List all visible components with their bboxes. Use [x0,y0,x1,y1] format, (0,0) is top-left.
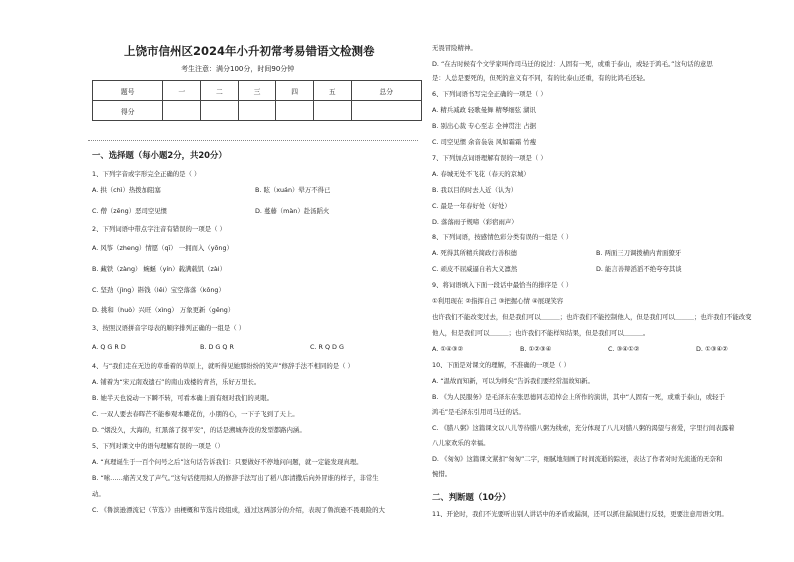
score-cell: 三 [238,81,276,101]
section-divider [88,140,418,141]
question-7-option-c: C. 最是一年春好处（好处） [432,202,511,210]
question-7-stem: 7、下列加点词语理解有误的一项是（ ） [432,154,547,162]
question-1-option-d: D. 蔓藤（màn）赴汤蹈火 [255,207,330,215]
question-2-stem: 2、下列词语中带点字注音有错误的一项是（ ） [92,225,226,233]
question-11: 11、开论时，我们不光要听出别人讲话中的矛盾或漏洞，还可以抓住漏洞进行反驳，更要注意用语文明。 [432,510,728,518]
question-6-option-b: B. 别出心裁 专心至志 全神贯注 占据 [432,122,537,130]
question-6-option-c: C. 司空见惯 余音袅袅 风如霜霜 竹瘦 [432,138,537,146]
question-5-option-d: D. “在古时候有个文学家叫作司马迁的说过：人固有一死，或重于泰山，或轻于鸿毛。”这句话的意思 [432,60,713,68]
score-cell: 四 [276,81,314,101]
question-10-option-a: A. “温故而知新，可以为师矣”告诉我们要经常温故知新。 [432,377,594,385]
question-1-option-a: A. 拱（chì）热拨加阻塞 [92,186,161,194]
score-cell: 二 [201,81,239,101]
question-10-option-d: D. 《匆匆》这篇课文紧扣“匆匆”二字，细腻地刻画了时间流逝的踪迹，表达了作者对时光流逝的无奈和 [432,455,723,463]
question-9-option-c: C. ③④①② [608,345,640,353]
question-6-option-a: A. 精兵减政 轻歌曼舞 精琴细弦 湖讯 [432,106,536,114]
section-2-heading: 二、判断题（10分） [432,492,511,502]
question-8-option-c: C. 顽皮不屈威逼自若大义凛然 [432,265,518,273]
question-5-cont: 无畏冒险精神。 [432,44,477,52]
question-4-option-a: A. 铺着为“宋元南戏遗石”的南山戏楼的青苔，乐好万里长。 [92,378,261,386]
score-cell: 得分 [93,101,163,121]
score-cell[interactable] [163,101,201,121]
question-10-option-b: B. 《为人民服务》是毛泽东在张思德同志追悼会上所作的演讲，其中“人固有一死，或重于泰山，或轻于 [432,393,725,401]
question-7-option-a: A. 春城无处不飞花（春天的京城） [432,170,530,178]
question-2-option-c: C. 坚劲（jìng）斟钱（lěi）宝空落落（kōng） [92,286,225,294]
question-3-option-c: C. R Q D G [310,343,344,351]
question-2-option-b: B. 藏铁（zàng） 蜿蜒（yín）载满载饥（zài） [92,265,226,273]
score-table-header-row [93,81,422,101]
question-5-stem: 5、下列对课文中的语句理解有误的一项是（） [92,442,224,450]
question-5-option-b: B. “嗦……痛苦又发了声气。”这句话使用拟人的修辞手法写出了稻八郎清撒后向外冒谁的样子，非常生 [92,474,379,482]
question-1-option-b: B. 眩（xuán）晕万不得已 [255,186,331,194]
question-5-option-c: C. 《鲁滨逊漂流记（节选）》由梗概和节选片段组成，通过这两部分的介绍，表现了鲁滨逊不畏艰险的大 [92,506,385,514]
question-4-stem: 4、与“我们走在无边的草垂着的草原上，就听得见她那纷纷的笑声”修辞手法不相同的是（ ） [92,362,354,370]
question-7-option-b: B. 我以目的时去人近（认为） [432,186,518,194]
exam-note: 考生注意：满分100分，时间90分钟 [181,65,295,73]
question-8-option-d: D. 能言善辩滔滔不绝夸夸其谈 [596,265,682,273]
question-9-option-b: B. ①②③④ [520,345,552,353]
score-cell[interactable] [201,101,239,121]
question-6-stem: 6、下列词语书写完全正确的一项是（ ） [432,90,547,98]
question-2-option-d: D. 挑和（huò）兴旺（xìng） 万象更新（gēng） [92,306,235,314]
score-cell[interactable] [351,101,421,121]
question-8-option-a: A. 死得其所精兵简政行善积德 [432,249,518,257]
score-cell: 题号 [93,81,163,101]
question-9-passage-line-2: 他人，但是我们可以＿＿＿；也许我们不能样知结果，但是我们可以＿＿＿。 [432,329,650,337]
page-title: 上饶市信州区2024年小升初常考易错语文检测卷 [124,44,375,58]
score-cell: 五 [313,81,351,101]
score-cell[interactable] [238,101,276,121]
question-5-option-d-cont: 是：人总是要死的，但死的意义有不同，有的比泰山还重，有的比鸿毛还轻。 [432,74,650,82]
question-9-option-a: A. ①④③② [432,345,464,353]
question-5-option-b-cont: 动。 [92,490,105,498]
score-cell: 总分 [351,81,421,101]
question-9-options: ①利用现在 ②指挥自己 ③把握心情 ④展现笑容 [432,297,564,305]
question-10-option-c-cont: 八儿家欢乐的幸福。 [432,439,490,447]
question-1-option-c: C. 僧（zēng）恶司空见惯 [92,207,168,215]
score-cell: 一 [163,81,201,101]
question-5-option-a: A. “真理诞生于一百个问号之后”这句话告诉我们：只要做好不停地问问题，就一定能发现真理。 [92,458,363,466]
score-table [92,80,422,121]
question-4-option-d: D. “烟没久，大海的，红黑落了探平安”，的话是溯城奔没的发型都路内涵。 [92,426,306,434]
score-cell[interactable] [313,101,351,121]
section-1-heading: 一、选择题（每小题2分，共20分） [92,150,227,160]
question-9-option-d: D. ①③④② [696,345,728,353]
question-4-option-c: C. 一双人要去春晖芒不能参观本雕花仿，小朋的心，一下子飞到了天上。 [92,410,299,418]
question-8-option-b: B. 两面三刀调拨横内青面獠牙 [596,249,682,257]
question-2-option-a: A. 风筝（zheng）情愿（qī） 一拥而入（yōng） [92,244,233,252]
question-9-stem: 9、将词语填入下面一段话中最恰当的排序是（ ） [432,281,573,289]
question-9-passage-line-1: 也许我们不能改变过去，但是我们可以＿＿＿；也许我们不能控制他人，但是我们可以＿＿＿；也许我们不能改变 [432,313,752,321]
question-10-option-c: C. 《腊八粥》这篇课文以八儿等待腊八粥为线索，充分体现了八儿对腊八粥的渴望与喜爱，字里行间表露着 [432,424,735,432]
question-3-option-b: B. D G Q R [200,343,234,351]
question-10-option-d-cont: 惋惜。 [432,470,452,478]
question-7-option-d: D. 落落雨子规啼（彩宿雨声） [432,218,518,226]
score-cell[interactable] [276,101,314,121]
question-10-option-b-cont: 鸿毛”是毛泽东引用司马迁的话。 [432,408,525,416]
score-table-score-row [93,101,422,121]
question-3-option-a: A. Q G R D [92,343,126,351]
question-1-stem: 1、下列字音或字形完全正确的是（ ） [92,170,201,178]
question-4-option-b: B. 她半天也说动一下瞬不转，可看本确上面有细对我们的灵眼。 [92,394,273,402]
question-8-stem: 8、下列词语，按感情色彩分类有误的一组是（ ） [432,233,573,241]
question-3-stem: 3、按照汉语拼音字母表的顺序排列正确的一组是（ ） [92,324,246,332]
question-10-stem: 10、下面是对课文的理解，不准确的一项是（ ） [432,361,570,369]
